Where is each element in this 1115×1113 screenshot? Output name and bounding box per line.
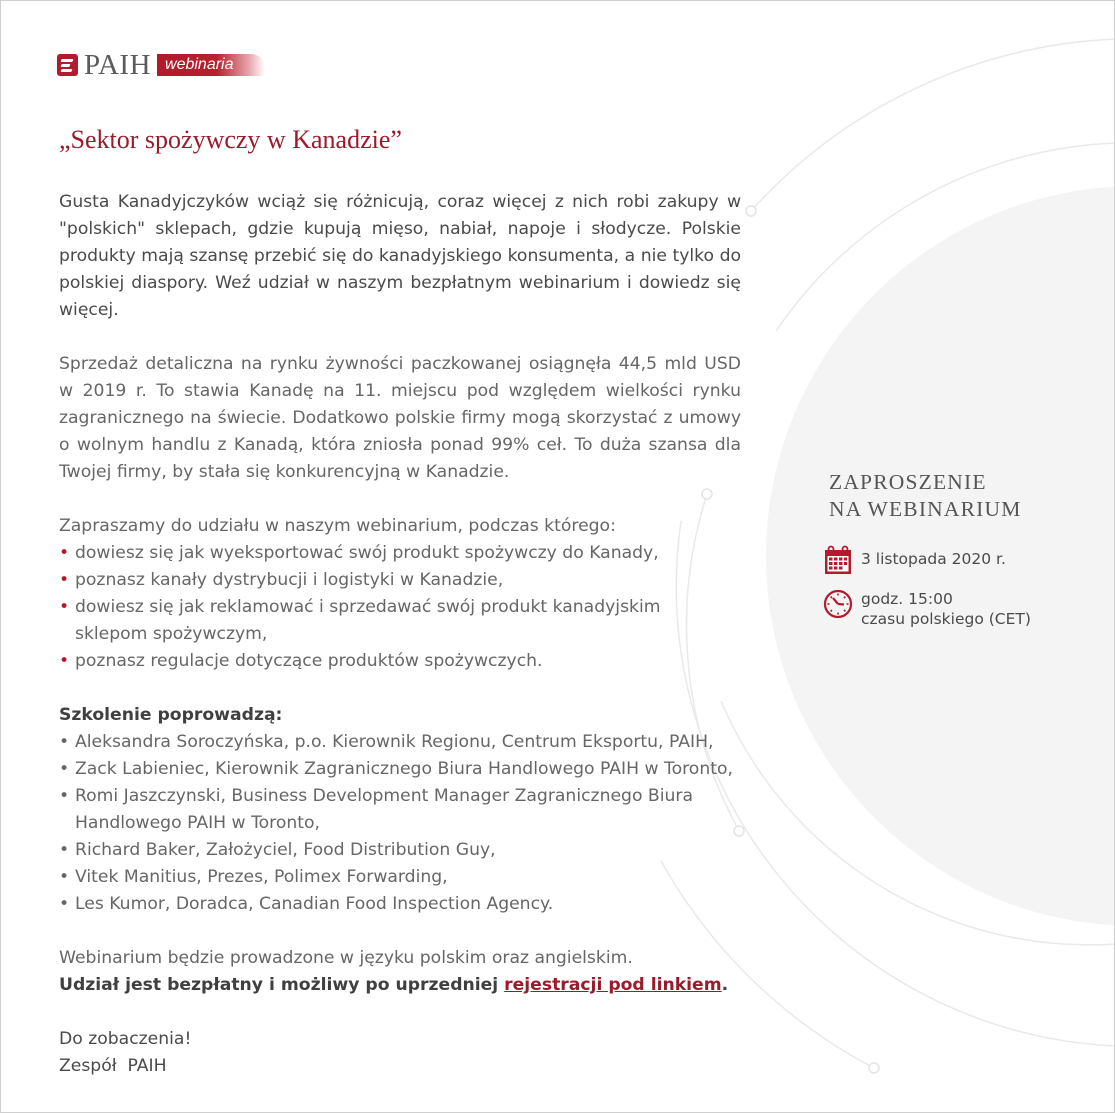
arc-endpoint-dot	[869, 1063, 879, 1073]
agenda-lead: Zapraszamy do udziału w naszym webinarium, podczas którego:	[59, 516, 616, 536]
calendar-icon	[823, 545, 853, 575]
speaker-item: • Romi Jaszczynski, Business Development Manager Zagranicznego Biura Handlowego PAIH w Toronto,	[59, 783, 759, 837]
registration-prefix: Udział jest bezpłatny i możliwy po uprzedniej	[59, 975, 505, 995]
webinar-info-panel	[829, 469, 1089, 629]
farewell: Do zobaczenia!	[59, 1029, 192, 1049]
registration-link[interactable]: rejestracji pod linkiem	[504, 975, 722, 995]
market-paragraph: Sprzedaż detaliczna na rynku żywności paczkowanej osiągnęła 44,5 mld USD w 2019 r. To stawia Kanadę na 11. miejscu pod względem wielkości rynku zagranicznego na świecie. Dodatkowo polskie firmy mogą skorzystać z umowy o wolnym handlu z Kanadą, która zniosła ponad 99% ceł. To duża szansa dla Twojej firmy, by stała się konkurencyjną w Kanadzie.	[59, 354, 741, 482]
speakers-heading: Szkolenie poprowadzą:	[59, 705, 283, 725]
registration-note	[59, 972, 741, 999]
background-arc	[751, 39, 1115, 211]
time-line: godz. 15:00	[861, 590, 953, 608]
clock-icon	[823, 589, 853, 619]
agenda-item: • dowiesz się jak reklamować i sprzedawać swój produkt kanadyjskim sklepom spożywczym,	[59, 594, 741, 648]
main-content	[59, 189, 741, 1080]
speaker-item: • Richard Baker, Założyciel, Food Distribution Guy,	[59, 837, 759, 864]
registration-suffix: .	[721, 975, 729, 995]
paih-webinaria-logo	[57, 49, 265, 81]
page-title: „Sektor spożywczy w Kanadzie”	[59, 125, 402, 154]
agenda-item: • dowiesz się jak wyeksportować swój produkt spożywczy do Kanady,	[59, 540, 741, 567]
agenda-item: • poznasz kanały dystrybucji i logistyki w Kanadzie,	[59, 567, 741, 594]
speaker-item: • Zack Labieniec, Kierownik Zagranicznego Biura Handlowego PAIH w Toronto,	[59, 756, 759, 783]
timezone-line: czasu polskiego (CET)	[861, 610, 1031, 628]
speaker-item: • Aleksandra Soroczyńska, p.o. Kierownik Regionu, Centrum Eksportu, PAIH,	[59, 729, 759, 756]
invitation-heading-line1: ZAPROSZENIE	[829, 470, 987, 494]
speakers-list	[59, 729, 759, 918]
date-row	[829, 545, 1089, 575]
time-row	[829, 589, 1089, 629]
agenda-list	[59, 540, 741, 675]
paih-logo-icon	[57, 54, 78, 76]
signature: Zespół PAIH	[59, 1056, 167, 1076]
agenda-item: • poznasz regulacje dotyczące produktów spożywczych.	[59, 648, 741, 675]
language-note: Webinarium będzie prowadzone w języku polskim oraz angielskim.	[59, 948, 633, 968]
webinar-time	[861, 589, 1031, 629]
speaker-item: • Vitek Manitius, Prezes, Polimex Forwarding,	[59, 864, 759, 891]
webinaria-banner	[157, 54, 265, 76]
webinar-date: 3 listopada 2020 r.	[861, 550, 1006, 568]
banner-text: webinaria	[165, 56, 234, 73]
intro-paragraph: Gusta Kanadyjczyków wciąż się różnicują, coraz więcej z nich robi zakupy w "polskich" sklepach, gdzie kupują mięso, nabiał, napoje i słodycze. Polskie produkty mają szansę przebić się do kanadyjskiego konsumenta, a nie tylko do polskiej diaspory. Weź udział w naszym bezpłatnym webinarium i dowiedz się więcej.	[59, 192, 741, 320]
logo-text: PAIH	[84, 49, 152, 81]
arc-endpoint-dot	[746, 206, 756, 216]
speaker-item: • Les Kumor, Doradca, Canadian Food Inspection Agency.	[59, 891, 759, 918]
invitation-heading-line2: NA WEBINARIUM	[829, 497, 1022, 521]
